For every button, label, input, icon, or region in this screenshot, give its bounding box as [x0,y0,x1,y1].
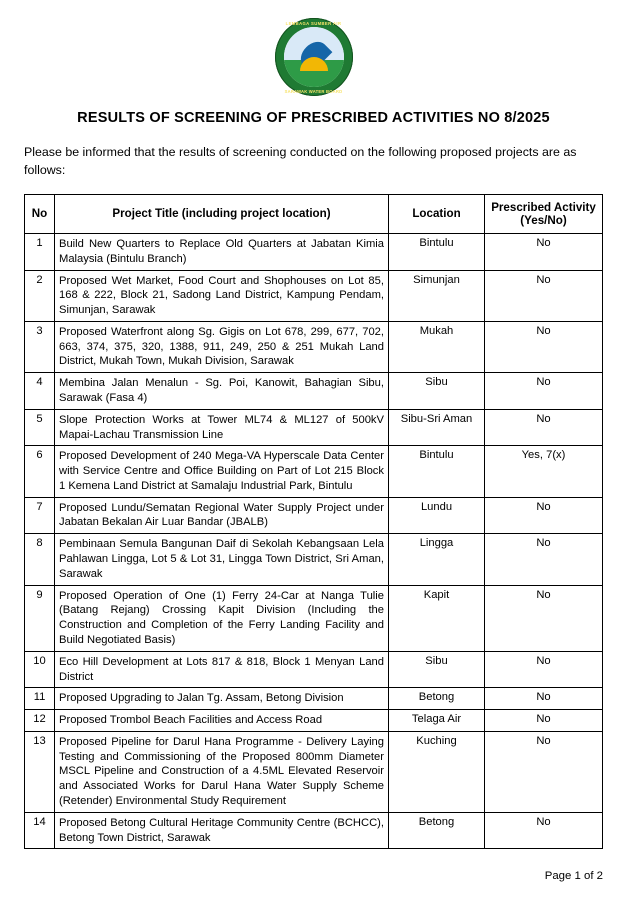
cell-project-title: Proposed Development of 240 Mega-VA Hyperscale Data Center with Service Centre and Office Building on Part of Lot 215 Block 1 Kemena Land District at Samalaju Industrial Park, Bintulu [55,446,389,497]
cell-no: 3 [25,321,55,372]
table-row [25,651,603,688]
cell-project-title: Slope Protection Works at Tower ML74 & ML127 of 500kV Mapai-Lachau Transmission Line [55,409,389,446]
table-row [25,497,603,534]
page-footer: Page 1 of 2 [544,870,603,882]
table-row [25,446,603,497]
cell-prescribed-activity: No [485,651,603,688]
cell-prescribed-activity: No [485,585,603,651]
cell-location: Sibu [389,651,485,688]
cell-prescribed-activity: No [485,688,603,710]
cell-location: Sibu [389,373,485,410]
screening-results-table [24,194,603,849]
table-row [25,409,603,446]
cell-project-title: Membina Jalan Menalun - Sg. Poi, Kanowit, Bahagian Sibu, Sarawak (Fasa 4) [55,373,389,410]
column-header-no: No [25,194,55,233]
cell-no: 5 [25,409,55,446]
logo-text [275,18,353,96]
cell-location: Lingga [389,534,485,585]
cell-no: 10 [25,651,55,688]
cell-no: 8 [25,534,55,585]
cell-project-title: Proposed Pipeline for Darul Hana Programme - Delivery Laying Testing and Commissioning of the Proposed 800mm Diameter MSCL Pipeline and Construction of a 4.5ML Elevated Reservoir and Associated Works for Darul Hana Water Supply Scheme (Retender) Environmental Study Requirement [55,731,389,812]
column-header-project-title: Project Title (including project location) [55,194,389,233]
cell-prescribed-activity: No [485,409,603,446]
cell-prescribed-activity: No [485,373,603,410]
cell-prescribed-activity: Yes, 7(x) [485,446,603,497]
cell-no: 1 [25,233,55,270]
cell-project-title: Proposed Lundu/Sematan Regional Water Supply Project under Jabatan Bekalan Air Luar Bandar (JBALB) [55,497,389,534]
table-header-row [25,194,603,233]
table-row [25,710,603,732]
cell-prescribed-activity: No [485,497,603,534]
cell-project-title: Proposed Operation of One (1) Ferry 24-Car at Nanga Tulie (Batang Rejang) Crossing Kapit Division (Including the Construction and Completion of the Ferry Landing Facility and Build Negotiated Basis) [55,585,389,651]
table-row [25,585,603,651]
logo-bottom-text: SARAWAK WATER BOARD [284,88,343,94]
cell-project-title: Proposed Waterfront along Sg. Gigis on Lot 678, 299, 677, 702, 663, 374, 375, 320, 1388, 911, 249, 250 & 251 Mukah Land District, Mukah Town, Mukah Division, Sarawak [55,321,389,372]
table-body [25,233,603,848]
column-header-location: Location [389,194,485,233]
cell-project-title: Pembinaan Semula Bangunan Daif di Sekolah Kebangsaan Lela Pahlawan Lingga, Lot 5 & Lot 31, Lingga Town District, Sri Aman, Sarawak [55,534,389,585]
cell-project-title: Proposed Wet Market, Food Court and Shophouses on Lot 85, 168 & 222, Block 21, Sadong Land District, Kampung Pendam, Simunjan, Sarawak [55,270,389,321]
cell-prescribed-activity: No [485,233,603,270]
table-row [25,812,603,849]
logo-graphic [275,18,353,96]
cell-project-title: Proposed Upgrading to Jalan Tg. Assam, Betong Division [55,688,389,710]
table-row [25,373,603,410]
column-header-prescribed-activity: Prescribed Activity (Yes/No) [485,194,603,233]
cell-prescribed-activity: No [485,812,603,849]
cell-no: 12 [25,710,55,732]
table-row [25,270,603,321]
table-row [25,688,603,710]
cell-prescribed-activity: No [485,321,603,372]
table-row [25,731,603,812]
cell-location: Mukah [389,321,485,372]
cell-location: Sibu-Sri Aman [389,409,485,446]
cell-no: 7 [25,497,55,534]
logo-top-text: LEMBAGA SUMBER AIR [285,20,342,26]
cell-project-title: Build New Quarters to Replace Old Quarters at Jabatan Kimia Malaysia (Bintulu Branch) [55,233,389,270]
page-title: RESULTS OF SCREENING OF PRESCRIBED ACTIVITIES NO 8/2025 [77,110,550,126]
cell-location: Bintulu [389,446,485,497]
cell-no: 2 [25,270,55,321]
cell-location: Lundu [389,497,485,534]
cell-prescribed-activity: No [485,270,603,321]
cell-no: 14 [25,812,55,849]
table-row [25,233,603,270]
cell-project-title: Proposed Trombol Beach Facilities and Access Road [55,710,389,732]
cell-no: 6 [25,446,55,497]
cell-location: Telaga Air [389,710,485,732]
organization-logo [24,18,603,96]
cell-prescribed-activity: No [485,731,603,812]
cell-prescribed-activity: No [485,710,603,732]
cell-location: Bintulu [389,233,485,270]
table-row [25,534,603,585]
cell-no: 4 [25,373,55,410]
cell-location: Kapit [389,585,485,651]
cell-project-title: Proposed Betong Cultural Heritage Community Centre (BCHCC), Betong Town District, Sarawak [55,812,389,849]
cell-prescribed-activity: No [485,534,603,585]
cell-no: 13 [25,731,55,812]
intro-paragraph: Please be informed that the results of screening conducted on the following proposed projects are as follows: [24,145,577,177]
table-row [25,321,603,372]
cell-location: Kuching [389,731,485,812]
cell-location: Betong [389,812,485,849]
cell-no: 11 [25,688,55,710]
cell-project-title: Eco Hill Development at Lots 817 & 818, Block 1 Menyan Land District [55,651,389,688]
cell-no: 9 [25,585,55,651]
cell-location: Simunjan [389,270,485,321]
cell-location: Betong [389,688,485,710]
